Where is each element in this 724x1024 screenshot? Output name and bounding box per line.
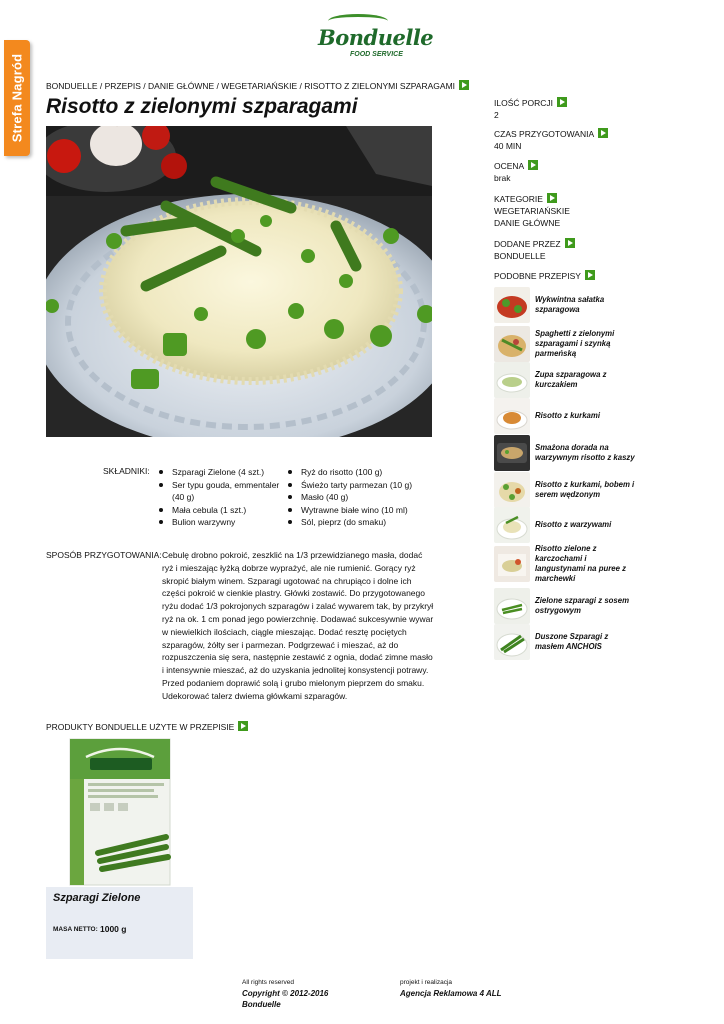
similar-recipe-thumbnail (494, 287, 530, 323)
meta-time-label: CZAS PRZYGOTOWANIA (494, 129, 595, 139)
meta-added-label-row (494, 238, 575, 251)
similar-recipe-title: Risotto zielone z karczochami i langustynami na puree z marchewki (535, 544, 626, 583)
arrow-right-icon (565, 238, 575, 248)
similar-recipe-item[interactable] (494, 546, 644, 582)
preparation-label: SPOSÓB PRZYGOTOWANIA: (46, 550, 162, 560)
similar-recipe-title: Risotto z kurkami (535, 411, 600, 420)
meta-category-value-2[interactable]: DANIE GŁÓWNE (494, 218, 561, 228)
arrow-right-icon (585, 270, 595, 280)
footer-agency[interactable]: Agencja Reklamowa 4 ALL (400, 989, 502, 998)
meta-portions-label: ILOŚĆ PORCJI (494, 98, 554, 108)
meta-added-label: DODANE PRZEZ (494, 239, 561, 249)
footer-credit-label: projekt i realizacja (400, 979, 453, 986)
products-heading-text: PRODUKTY BONDUELLE UŻYTE W PRZEPISIE (46, 722, 235, 732)
similar-recipe-thumbnail (494, 507, 530, 543)
ingredient-item: Bulion warzywny (158, 516, 282, 529)
product-name: Szparagi Zielone (53, 892, 141, 904)
similar-recipe-title: Zupa szparagowa z kurczakiem (535, 370, 607, 389)
footer-company: Bonduelle (242, 1000, 281, 1009)
similar-recipe-thumbnail (494, 326, 530, 362)
arrow-right-icon (528, 160, 538, 170)
similar-recipe-thumbnail (494, 362, 530, 398)
meta-rating-value: brak (494, 172, 511, 183)
meta-category-label: KATEGORIE (494, 194, 543, 204)
meta-rating-label: OCENA (494, 161, 525, 171)
similar-recipe-title: Risotto z kurkami, bobem i serem wędzonym (535, 480, 635, 499)
rewards-side-tab[interactable] (4, 40, 30, 156)
similar-recipe-title: Duszone Szparagi z masłem ANCHOIS (535, 632, 609, 651)
logo-subtitle: FOOD SERVICE (350, 51, 403, 58)
meta-portions-value: 2 (494, 109, 499, 120)
similar-recipe-title: Smażona dorada na warzywnym risotto z kaszy (535, 443, 635, 462)
arrow-right-icon (238, 721, 248, 731)
recipe-photo (46, 126, 432, 437)
similar-recipe-thumbnail (494, 588, 530, 624)
ingredients-list-left (158, 466, 282, 529)
ingredient-item: Wytrawne białe wino (10 ml) (287, 504, 427, 517)
breadcrumb[interactable] (46, 80, 469, 91)
similar-recipe-item[interactable] (494, 624, 644, 660)
rewards-side-tab-label: Strefa Nagród (9, 53, 25, 143)
similar-recipe-thumbnail (494, 398, 530, 434)
footer-rights: All rights reserved (242, 979, 295, 986)
similar-recipe-title: Wykwintna sałatka szparagowa (535, 295, 605, 314)
similar-recipe-item[interactable] (494, 398, 644, 434)
product-mass-label: MASA NETTO: (53, 926, 98, 933)
meta-time-value: 40 MIN (494, 140, 522, 151)
ingredient-item: Szparagi Zielone (4 szt.) (158, 466, 282, 479)
meta-category-label-row (494, 193, 570, 206)
recipe-title: Risotto z zielonymi szparagami (46, 95, 358, 118)
meta-time-label-row (494, 128, 608, 141)
similar-recipe-item[interactable] (494, 326, 644, 362)
similar-recipe-title: Spaghetti z zielonymi szparagami i szynką parmeńską (535, 329, 615, 358)
similar-recipe-thumbnail (494, 435, 530, 471)
similar-recipe-item[interactable] (494, 472, 644, 508)
meta-portions-label-row (494, 97, 567, 110)
product-package-image (46, 735, 193, 887)
similar-recipe-thumbnail (494, 546, 530, 582)
ingredients-list-right (287, 466, 427, 529)
arrow-right-icon (547, 193, 557, 203)
meta-added-value: BONDUELLE (494, 250, 546, 261)
ingredient-item: Ryż do risotto (100 g) (287, 466, 427, 479)
breadcrumb-text: BONDUELLE / PRZEPIS / DANIE GŁÓWNE / WEGETARIAŃSKIE / RISOTTO Z ZIELONYMI SZPARAGAMI (46, 81, 456, 91)
similar-recipe-item[interactable] (494, 362, 644, 398)
meta-rating (494, 160, 538, 184)
arrow-right-icon (598, 128, 608, 138)
logo-wordmark: Bonduelle (318, 25, 434, 50)
footer-copyright (242, 977, 328, 1010)
meta-time (494, 128, 608, 152)
arrow-right-icon (459, 80, 469, 90)
product-mass-value: 1000 g (100, 924, 127, 934)
ingredient-item: Masło (40 g) (287, 491, 427, 504)
meta-added-by (494, 238, 575, 262)
bonduelle-logo[interactable] (318, 14, 434, 60)
ingredient-item: Świeżo tarty parmezan (10 g) (287, 479, 427, 492)
footer-credit (400, 977, 502, 999)
meta-category-value-1[interactable]: WEGETARIAŃSKIE (494, 205, 570, 216)
ingredients-label: SKŁADNIKI: (103, 466, 150, 476)
product-card[interactable] (46, 735, 193, 959)
similar-recipe-title: Zielone szparagi z sosem ostrygowym (535, 596, 630, 615)
ingredient-item: Mała cebula (1 szt.) (158, 504, 282, 517)
products-heading[interactable] (46, 721, 248, 732)
similar-recipes-label: PODOBNE PRZEPISY (494, 271, 581, 281)
meta-portions (494, 97, 567, 121)
ingredient-item: Sól, pieprz (do smaku) (287, 516, 427, 529)
preparation-text: Cebulę drobno pokroić, zeszklić na 1/3 przewidzianego masła, dodać ryż i mieszając łyżką dobrze wyprażyć, ale nie rumienić. Gorący ryż skropić białym winem. Szparagi ugotować na chrupiąco i dolne ich części pokroić w cienkie plastry. Główki zostawić. Do przygotowanego ryżu dodać 1/3 pokrojonych szparagów i zalać wywarem tak, by przykrył ryż na ok. 1 cm ponad jego powierzchnię. Dodawać sukcesywnie wywar w niewielkich ilościach, ciągle mieszając. Dodać resztę pociętych szparagów, żółty ser i parmezan. Podgrzewać i mieszać, aż do rozpuszczenia się sera, następnie zestawić z ognia, dodać zimne masło i intensywnie mieszać, aż do uzyskania jednolitej konsystencji potrawy. Przed podaniem doprawić solą i grubo mielonym pieprzem do smaku. Udekorować talerz dwiema główkami szparagów. (162, 550, 434, 701)
similar-recipe-thumbnail (494, 624, 530, 660)
similar-recipe-thumbnail (494, 472, 530, 508)
meta-category (494, 193, 570, 230)
footer-copyright-text: Copyright © 2012-2016 (242, 989, 329, 998)
similar-recipe-item[interactable] (494, 588, 644, 624)
similar-recipe-item[interactable] (494, 435, 644, 471)
meta-rating-label-row (494, 160, 538, 173)
similar-recipe-item[interactable] (494, 287, 644, 323)
arrow-right-icon (557, 97, 567, 107)
similar-recipe-title: Risotto z warzywami (535, 520, 612, 529)
similar-recipes-heading (494, 270, 595, 283)
similar-recipe-item[interactable] (494, 507, 644, 543)
ingredient-item: Ser typu gouda, emmentaler (40 g) (158, 479, 282, 504)
